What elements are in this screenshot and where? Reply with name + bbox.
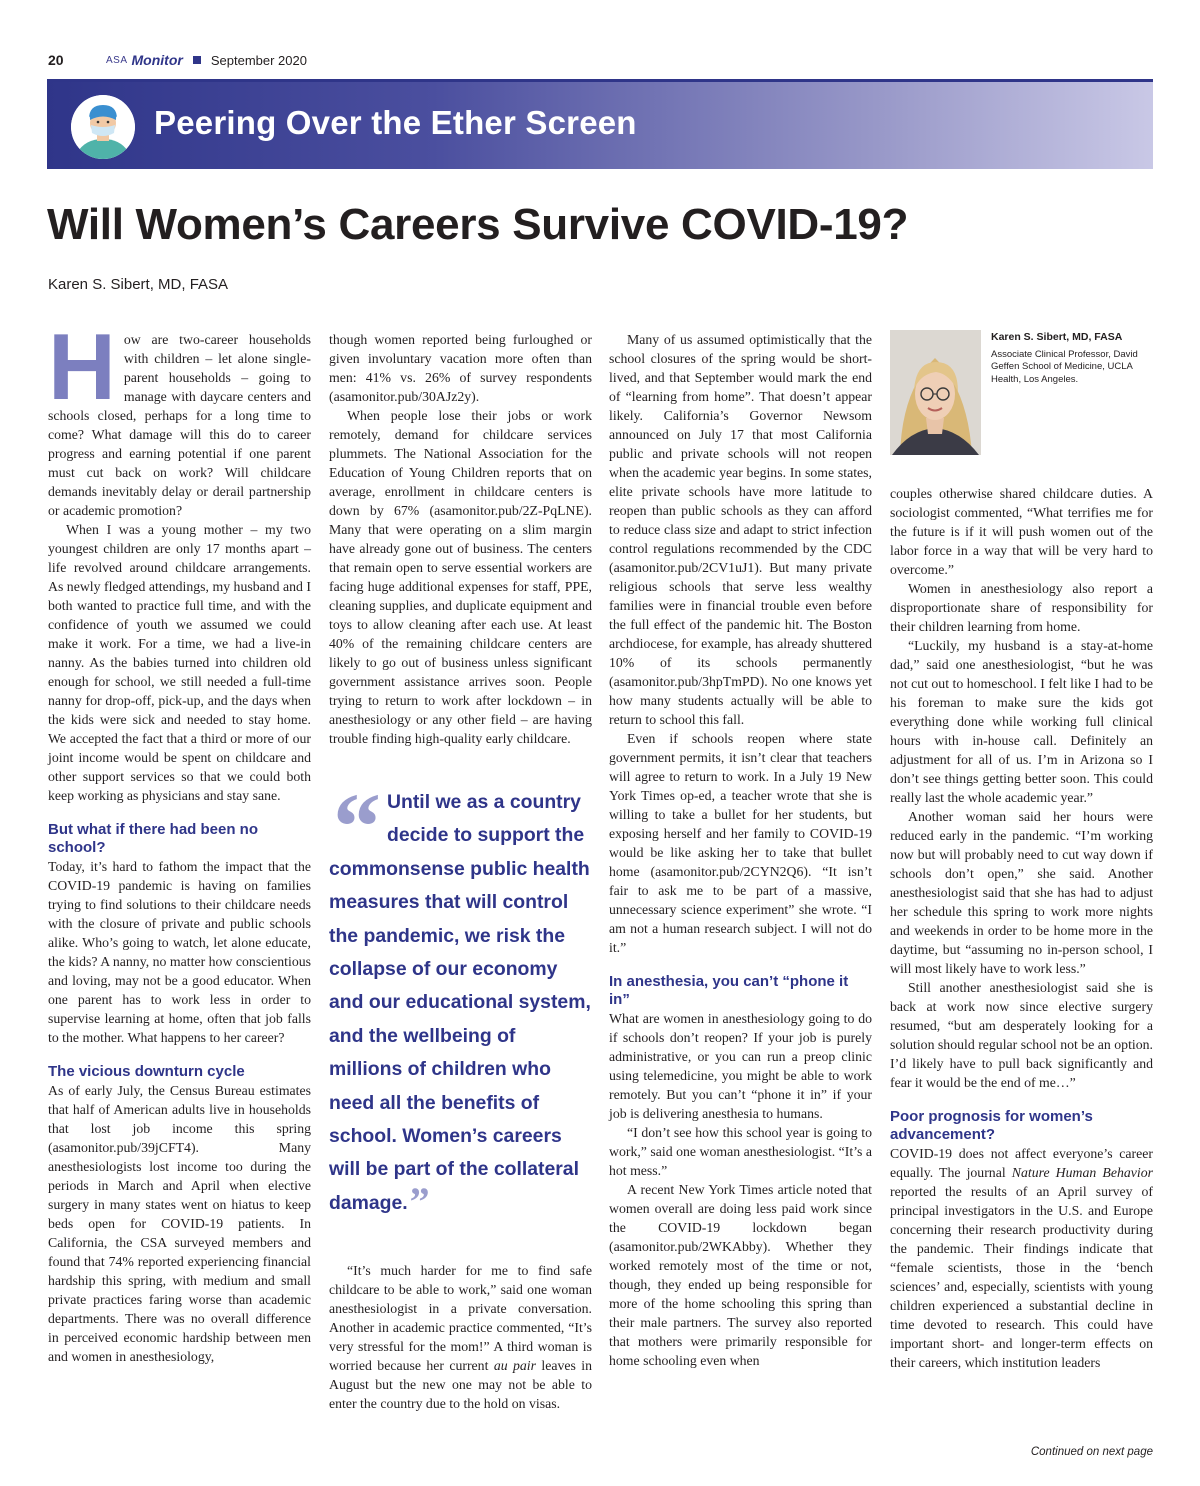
paragraph: Many of us assumed optimistically that the school closures of the spring would be short-lived, and that September would mark the end of “learning from home”. That doesn’t appear likely. California’s Governor Newsom announced on July 17 that most California public and private schools will not reopen when the academic year begins. In some states, elite private schools have more latitude to reopen than public schools as they can afford to reduce class size and adapt to strict infection control regulations recommended by the CDC (asamonitor.pub/2CV1uJ1). But many private religious schools that serve less wealthy families were in financial trouble even before the full effect of the pandemic hit. The Boston archdiocese, for example, has already shuttered 10% of its schools permanently (asamonitor.pub/3hpTmPD). No one knows yet how many students actually will be able to return to school this fall.: [609, 332, 872, 727]
paragraph: As of early July, the Census Bureau estimates that half of American adults live in households that lost job income this spring (asamonitor.pub/39jCFT4). Many anesthesiologists lost income too during the periods in March and April when elective surgery in many states went on hiatus to keep beds open for COVID-19 patients. In California, the CSA surveyed members and found that 74% reported experiencing financial hardship this spring, with medium and small private practices faring worse than academic departments. There was no overall difference in perceived economic hardship between men and women in anesthesiology,: [48, 1083, 311, 1364]
article-column-2-continued: [329, 1261, 592, 1413]
paragraph: What are women in anesthesiology going to do if schools don’t reopen? If your job is purely administrative, or you can run a preop clinic using telemedicine, you might be able to work remotely. But you can’t “phone it in” if your job is delivering anesthesia to humans.: [609, 1011, 872, 1121]
author-title: Associate Clinical Professor, David Geffen School of Medicine, UCLA Health, Los Angeles.: [991, 348, 1138, 385]
paragraph: though women reported being furloughed or given involuntary vacation more often than men: 41% vs. 26% of survey respondents (asamonitor.pub/30AJz2y).: [329, 332, 592, 404]
subheading: But what if there had been no school?: [48, 821, 259, 856]
article-column-3: [609, 330, 872, 1370]
italic-term: au pair: [493, 1358, 536, 1373]
pull-quote: [329, 773, 592, 1224]
paragraph: A recent New York Times article noted that women overall are doing less paid work since the COVID-19 lockdown began (asamonitor.pub/2WKAbby). Whether they worked remotely most of the time or not, though, they ended up being responsible for more of the home schooling this spring than their male partners. The survey also reported that mothers were primarily responsible for home schooling even when: [609, 1182, 872, 1368]
paragraph: Even if schools reopen where state government permits, it isn’t clear that teachers will agree to return to work. In a July 19 New York Times op-ed, a teacher wrote that she is willing to take a bullet for her students, but exposing herself and her family to COVID-19 would be like asking her to take that bullet home (asamonitor.pub/2CYN2Q6). “It isn’t fair to ask me to be part of a massive, unnecessary science experiment” she wrote. “I am not a human research subject. I will not do it.”: [609, 731, 872, 955]
paragraph: ow are two-career households with children – let alone single-parent households – going to manage with daycare centers and schools closed, perhaps for a long time to come? What damage will this do to career progress and earning potential if one parent must cut back on work? Will childcare demands inevitably delay or derail partnership or academic promotion?: [48, 332, 311, 518]
folio-square-icon: [193, 56, 201, 64]
article-byline: Karen S. Sibert, MD, FASA: [48, 276, 229, 293]
publication-asa: ASA: [106, 54, 128, 66]
publication-name: Monitor: [131, 52, 183, 68]
article-column-1: [48, 314, 311, 1366]
open-quote-icon: “: [333, 773, 381, 880]
article-headline: Will Women’s Careers Survive COVID-19?: [47, 200, 909, 249]
paragraph: couples otherwise shared childcare duties. A sociologist commented, “What terrifies me for the future is if it will push women out of the labor force in a way that will be very hard to overcome.”: [890, 486, 1153, 577]
paragraph: Women in anesthesiology also report a disproportionate share of responsibility for their children learning from home.: [890, 581, 1153, 634]
close-quote-icon: ”: [409, 1178, 430, 1224]
section-title: Peering Over the Ether Screen: [154, 104, 637, 141]
pull-quote-text: Until we as a country decide to support the commonsense public health measures that will control the pandemic, we risk the collapse of our economy and our educational system, and the wellbeing of millions of children who need all the benefits of school. Women’s careers will be part of the collateral damage.: [329, 791, 591, 1214]
paragraph: COVID-19 does not affect everyone’s career equally. The journal Nature Human Behavior reported the results of an April survey of principal investigators in the U.S. and Europe concerning their research productivity during the pandemic. Their findings indicate that “female scientists, those in the ‘bench sciences’ and, especially, scientists with young children experienced a substantial decline in time devoted to research. This could have important short- and longer-term effects on their careers, which institution leaders: [890, 1146, 1153, 1370]
paragraph: “It’s much harder for me to find safe childcare to be able to work,” said one woman anesthesiologist in a private conversation. Another in academic practice commented, “It’s very stressful for the mom!” A third woman is worried because her current au pair leaves in August but the new one may not be able to enter the country due to the hold on visas.: [329, 1263, 592, 1411]
paragraph: When people lose their jobs or work remotely, demand for childcare services plummets. The National Association for the Education of Young Children reports that on average, enrollment in childcare centers is down by 67% (asamonitor.pub/2Z-PqLNE). Many that were operating on a slim margin have already gone out of business. The centers that remain open to serve essential workers are facing huge additional expenses for staff, PPE, cleaning supplies, and duplicate equipment and toys to allow cleaning after each use. At least 40% of the remaining childcare centers are likely to go out of business unless significant government assistance arrives soon. People trying to return to work after lockdown – in anesthesiology or any other field – are having trouble finding high-quality early childcare.: [329, 408, 592, 746]
author-bio: [991, 331, 1153, 386]
paragraph: “Luckily, my husband is a stay-at-home dad,” said one anesthesiologist, “but he was not cut out to homeschool. I felt like I had to be his foreman to make sure the kids got everything done while working full clinical hours with in-house call. Definitely an adjustment for all of us. I’m in Arizona so I don’t see things getting better soon. This could really last the whole academic year.”: [890, 638, 1153, 805]
paragraph: Today, it’s hard to fathom the impact that the COVID-19 pandemic is having on families trying to find solutions to their childcare needs with the closure of private and public schools alike. Who’s going to watch, let alone educate, the kids? A nanny, no matter how conscientious and loving, may not be a good educator. When one parent has to work less in order to supervise learning at home, often that job falls to the mother. What happens to her career?: [48, 859, 311, 1045]
paragraph: “I don’t see how this school year is going to work,” said one woman anesthesiologist. “It’s a hot mess.”: [609, 1125, 872, 1178]
subheading: In anesthesia, you can’t “phone it in”: [609, 973, 849, 1008]
article-column-2: [329, 330, 592, 748]
section-banner: [47, 79, 1153, 169]
journal-title: Nature Human Behavior: [1011, 1165, 1153, 1180]
subheading: Poor prognosis for women’s advancement?: [890, 1108, 1093, 1143]
author-photo: [890, 330, 981, 455]
author-name: Karen S. Sibert, MD, FASA: [991, 331, 1123, 343]
page-number: 20: [48, 52, 64, 68]
paragraph: Another woman said her hours were reduced early in the pandemic. “I’m working now but will probably need to cut way down if schools don’t open,” she said. Another anesthesiologist said that she has had to adjust her schedule this spring to work more nights and weekends in order to be home more in the daytime, but “assuming no in-person school, I will most likely have to work less.”: [890, 809, 1153, 976]
anesthesiologist-avatar-icon: [71, 95, 135, 159]
page-folio: [48, 50, 307, 70]
paragraph: Still another anesthesiologist said she is back at work now since elective surgery resumed, “but am desperately looking for a solution should regular school not be an option. I’d likely have to pull back significantly and fear it would be the end of me…”: [890, 980, 1153, 1090]
drop-cap: H: [48, 314, 116, 419]
subheading: The vicious downturn cycle: [48, 1063, 245, 1080]
article-column-4: [890, 484, 1153, 1372]
issue-date: September 2020: [210, 52, 307, 68]
paragraph: When I was a young mother – my two youngest children are only 17 months apart – life revolved around childcare arrangements. As newly fledged attendings, my husband and I both wanted to practice full time, and with the confidence of youth we assumed we could make it work. For a time, we had a live-in nanny. As the babies turned into children old enough for school, we still needed a full-time nanny for drop-off, pick-up, and the days when the kids were sick and needed to stay home. We accepted the fact that a third or more of our joint income would be spent on childcare and other support services so that we could both keep working as physicians and stay sane.: [48, 522, 311, 803]
continued-note: Continued on next page: [1030, 1446, 1153, 1458]
